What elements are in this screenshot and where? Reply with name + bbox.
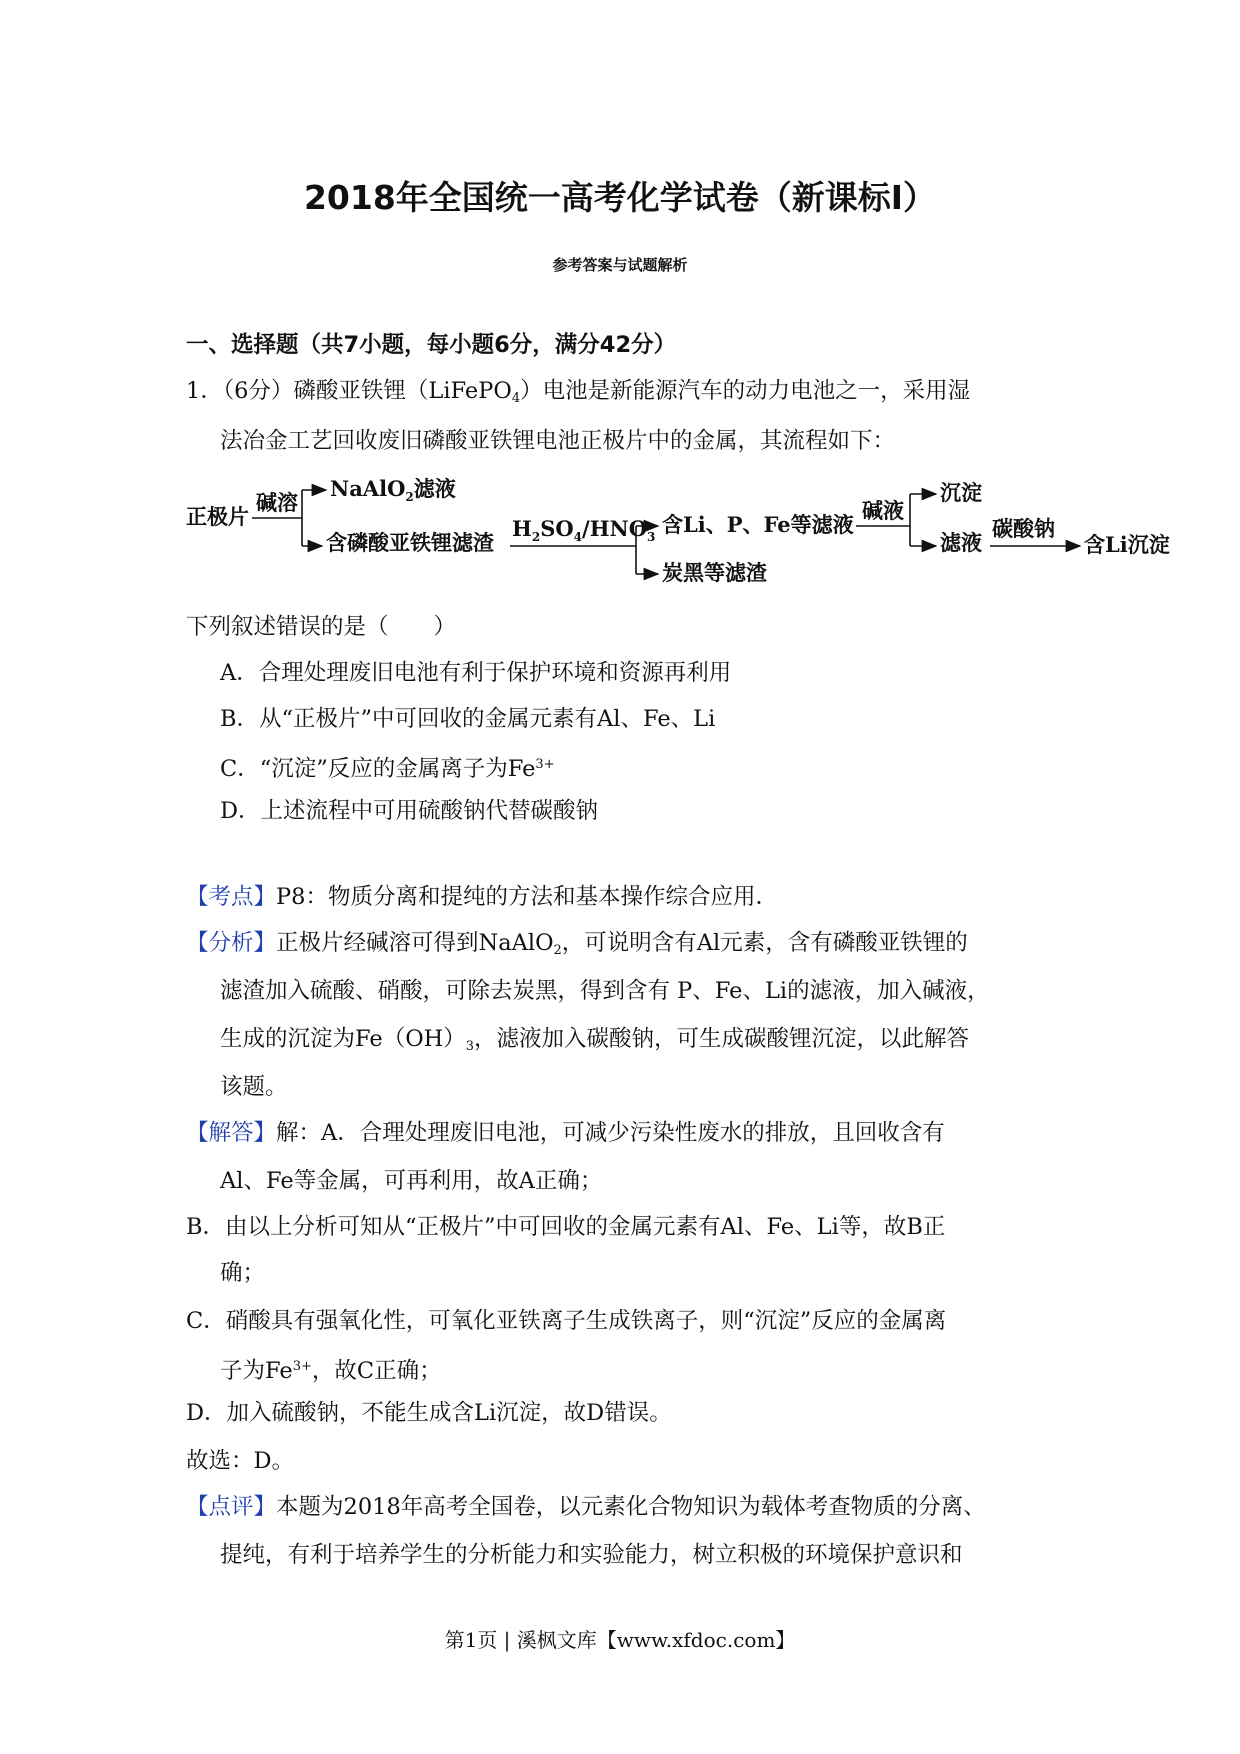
answer-choice: 故选：D。 xyxy=(186,1448,295,1474)
kaodian-paragraph: 【考点】P8：物质分离和提纯的方法和基本操作综合应用． xyxy=(186,884,778,910)
jieda-line-2: Al、Fe等金属，可再利用，故A正确； xyxy=(220,1168,603,1194)
question-number: 1． xyxy=(186,378,223,404)
option-c[interactable]: C．“沉淀”反应的金属离子为$Fe^{3+}$ xyxy=(220,756,555,782)
flow-reagent3: 碱液 xyxy=(862,498,904,523)
fenxi-line-1: 【分析】正极片经碱溶可得到NaAlO$_2$，可说明含有Al元素，含有磷酸亚铁锂的 xyxy=(186,930,968,958)
option-d[interactable]: D．上述流程中可用硫酸钠代替碳酸钠 xyxy=(220,798,599,824)
fenxi-line-2: 滤渣加入硫酸、硝酸，可除去炭黑，得到含有 P、Fe、Li的滤液，加入碱液， xyxy=(220,978,990,1004)
fenxi-line-3: 生成的沉淀为$Fe(OH)_3$，滤液加入碳酸钠，可生成碳酸锂沉淀，以此解答 xyxy=(220,1026,970,1054)
flow-out6: 滤液 xyxy=(940,530,982,555)
flow-out2: 含磷酸亚铁锂滤渣 xyxy=(326,530,494,555)
document-title: 2018年全国统一高考化学试卷（新课标Ⅰ） xyxy=(303,178,937,217)
jieda-line-3: B．由以上分析可知从“正极片”中可回收的金属元素有Al、Fe、Li等，故B正 xyxy=(186,1214,946,1240)
flow-reagent4: 碳酸钠 xyxy=(992,516,1055,541)
flow-out5: 沉淀 xyxy=(940,480,982,505)
flow-start: 正极片 xyxy=(186,504,249,529)
flow-reagent2: $H_2SO_4/HNO_3$ xyxy=(512,516,656,544)
flow-out1: NaAlO$_2$滤液 xyxy=(330,476,456,504)
flow-diagram xyxy=(0,470,1240,590)
jieda-line-5: C．硝酸具有强氧化性，可氧化亚铁离子生成铁离子，则“沉淀”反应的金属离 xyxy=(186,1308,947,1334)
document-subtitle: 参考答案与试题解析 xyxy=(552,256,688,274)
question-line-1: 1．（6分）磷酸亚铁锂（LiFePO$_4$）电池是新能源汽车的动力电池之一，采用湿 xyxy=(186,378,971,406)
jieda-line-6: 子为$Fe^{3+}$，故C正确； xyxy=(220,1358,442,1384)
question-prompt: 下列叙述错误的是（ ） xyxy=(186,614,457,640)
flow-final: 含Li沉淀 xyxy=(1084,532,1170,557)
jieda-line-1: 【解答】解：A．合理处理废旧电池，可减少污染性废水的排放，且回收含有 xyxy=(186,1120,945,1146)
option-b[interactable]: B．从“正极片”中可回收的金属元素有Al、Fe、Li xyxy=(220,706,716,732)
dianping-line-1: 【点评】本题为2018年高考全国卷，以元素化合物知识为载体考查物质的分离、 xyxy=(186,1494,986,1520)
dianping-line-2: 提纯，有利于培养学生的分析能力和实验能力，树立积极的环境保护意识和 xyxy=(220,1542,963,1568)
dianping-tag: 【点评】 xyxy=(186,1494,277,1520)
flow-out3: 含Li、P、Fe等滤液 xyxy=(662,512,854,537)
flow-step1-label: 碱溶 xyxy=(256,490,298,515)
jieda-line-7: D．加入硫酸钠，不能生成含Li沉淀，故D错误。 xyxy=(186,1400,672,1426)
flow-out4: 炭黑等滤渣 xyxy=(662,560,767,585)
section-heading: 一、选择题（共7小题，每小题6分，满分42分） xyxy=(186,332,677,358)
jieda-tag: 【解答】 xyxy=(186,1120,277,1146)
fenxi-line-4: 该题。 xyxy=(220,1074,288,1100)
question-line-2: 法冶金工艺回收废旧磷酸亚铁锂电池正极片中的金属，其流程如下： xyxy=(220,428,896,454)
page-footer: 第1页 | 溪枫文库【www.xfdoc.com】 xyxy=(444,1628,796,1652)
option-a[interactable]: A．合理处理废旧电池有利于保护环境和资源再利用 xyxy=(220,660,732,686)
question-score: （6分） xyxy=(222,378,294,404)
kaodian-tag: 【考点】 xyxy=(186,884,277,910)
jieda-line-4: 确； xyxy=(220,1260,266,1286)
fenxi-tag: 【分析】 xyxy=(186,930,277,956)
